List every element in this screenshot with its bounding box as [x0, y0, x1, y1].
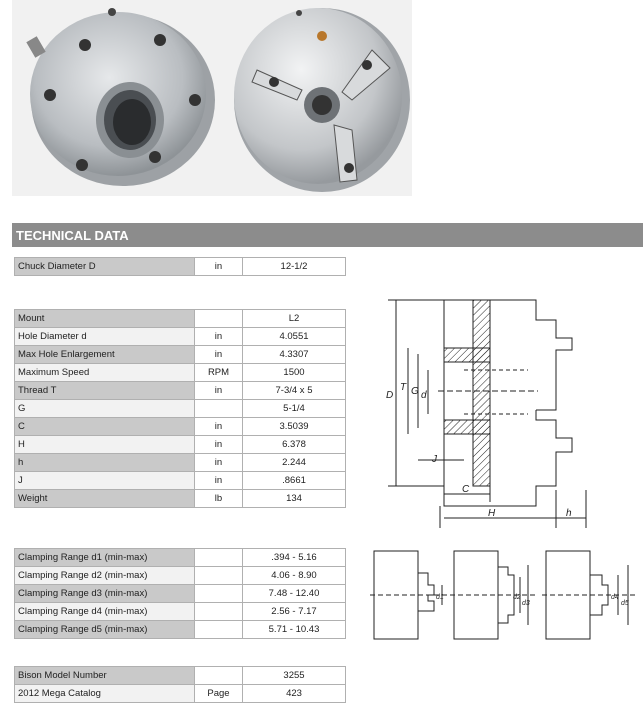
row-label: Thread T — [15, 382, 195, 400]
clamping-diagrams — [370, 545, 640, 645]
row-unit: in — [195, 436, 243, 454]
clamp-label-d4: d4 — [611, 594, 619, 601]
product-photo-area — [12, 0, 412, 196]
row-unit: lb — [195, 490, 243, 508]
row-value: 1500 — [243, 364, 346, 382]
model-table — [14, 666, 346, 703]
row-label: Chuck Diameter D — [15, 258, 195, 276]
row-unit — [195, 603, 243, 621]
clamp-label-d2: d2 — [513, 594, 521, 601]
row-label: Max Hole Enlargement — [15, 346, 195, 364]
row-label: Clamping Range d1 (min-max) — [15, 549, 195, 567]
table-row — [15, 310, 346, 328]
row-label: Clamping Range d2 (min-max) — [15, 567, 195, 585]
label-D: D — [386, 390, 394, 401]
section-title: TECHNICAL DATA — [12, 223, 643, 247]
row-unit — [195, 621, 243, 639]
table-row — [15, 472, 346, 490]
label-J: J — [432, 454, 437, 465]
row-value: 7.48 - 12.40 — [243, 585, 346, 603]
diameter-table — [14, 257, 346, 276]
row-unit: in — [195, 258, 243, 276]
row-unit — [195, 585, 243, 603]
row-unit: in — [195, 328, 243, 346]
row-label: Clamping Range d3 (min-max) — [15, 585, 195, 603]
label-G: G — [411, 386, 419, 397]
row-value: 5.71 - 10.43 — [243, 621, 346, 639]
row-value: 4.0551 — [243, 328, 346, 346]
row-value: 2.244 — [243, 454, 346, 472]
label-h: h — [566, 508, 572, 519]
row-value: 4.3307 — [243, 346, 346, 364]
row-unit — [195, 400, 243, 418]
table-row — [15, 364, 346, 382]
row-label: G — [15, 400, 195, 418]
row-label: H — [15, 436, 195, 454]
table-row — [15, 585, 346, 603]
table-row — [15, 328, 346, 346]
row-label: Hole Diameter d — [15, 328, 195, 346]
table-row — [15, 400, 346, 418]
row-unit: in — [195, 418, 243, 436]
clamp-label-d3: d3 — [522, 600, 530, 607]
table-row — [15, 418, 346, 436]
chuck-photos — [12, 0, 412, 196]
label-T: T — [400, 382, 407, 393]
row-value: 12-1/2 — [243, 258, 346, 276]
row-value: .8661 — [243, 472, 346, 490]
row-unit: Page — [195, 685, 243, 703]
row-value: .394 - 5.16 — [243, 549, 346, 567]
row-label: Bison Model Number — [15, 667, 195, 685]
row-value: L2 — [243, 310, 346, 328]
row-label: h — [15, 454, 195, 472]
clamping-table — [14, 548, 346, 639]
clamp-label-d5: d5 — [621, 600, 629, 607]
table-row — [15, 436, 346, 454]
row-label: J — [15, 472, 195, 490]
row-value: 423 — [243, 685, 346, 703]
row-value: 2.56 - 7.17 — [243, 603, 346, 621]
row-value: 4.06 - 8.90 — [243, 567, 346, 585]
cross-section-diagram — [378, 290, 640, 530]
table-row — [15, 667, 346, 685]
row-value: 3.5039 — [243, 418, 346, 436]
table-row — [15, 258, 346, 276]
table-row — [15, 621, 346, 639]
table-row — [15, 685, 346, 703]
table-row — [15, 603, 346, 621]
table-row — [15, 549, 346, 567]
row-value: 7-3/4 x 5 — [243, 382, 346, 400]
row-label: C — [15, 418, 195, 436]
row-unit: RPM — [195, 364, 243, 382]
chuck-back-photo — [26, 8, 215, 186]
label-C: C — [462, 484, 470, 495]
row-value: 134 — [243, 490, 346, 508]
row-unit — [195, 667, 243, 685]
table-row — [15, 454, 346, 472]
table-row — [15, 382, 346, 400]
row-label: Maximum Speed — [15, 364, 195, 382]
row-unit: in — [195, 346, 243, 364]
row-label: Weight — [15, 490, 195, 508]
chuck-front-photo — [234, 8, 410, 192]
label-H: H — [488, 508, 496, 519]
row-unit — [195, 567, 243, 585]
row-value: 3255 — [243, 667, 346, 685]
label-d: d — [421, 390, 427, 401]
row-unit: in — [195, 382, 243, 400]
table-row — [15, 346, 346, 364]
dimensions-table — [14, 309, 346, 508]
row-unit: in — [195, 454, 243, 472]
row-unit: in — [195, 472, 243, 490]
row-value: 6.378 — [243, 436, 346, 454]
row-label: 2012 Mega Catalog — [15, 685, 195, 703]
row-label: Clamping Range d4 (min-max) — [15, 603, 195, 621]
clamp-label-d1: d1 — [436, 594, 444, 601]
row-unit — [195, 310, 243, 328]
row-label: Clamping Range d5 (min-max) — [15, 621, 195, 639]
row-value: 5-1/4 — [243, 400, 346, 418]
table-row — [15, 490, 346, 508]
table-row — [15, 567, 346, 585]
row-label: Mount — [15, 310, 195, 328]
row-unit — [195, 549, 243, 567]
